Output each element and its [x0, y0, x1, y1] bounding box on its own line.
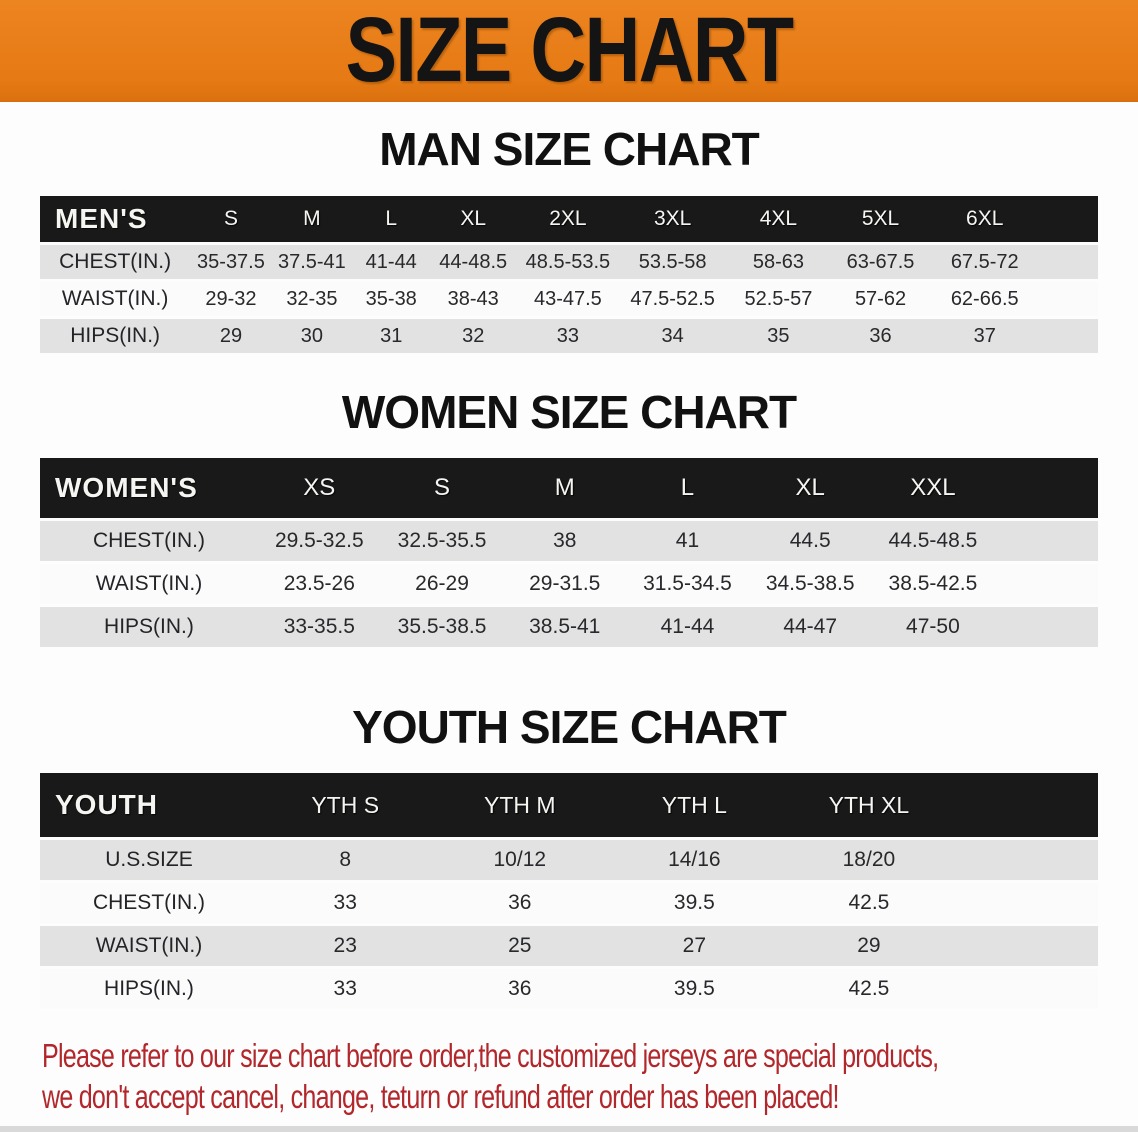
table-row — [40, 521, 1098, 561]
value-cell: 41-44 — [365, 250, 417, 273]
size-column-header: 5XL — [861, 207, 900, 230]
table-row — [40, 969, 1098, 1009]
size-column-header: XS — [303, 474, 336, 501]
value-cell: 34.5-38.5 — [765, 572, 855, 595]
value-cell: 63-67.5 — [846, 250, 915, 273]
value-cell: 32-35 — [286, 287, 338, 310]
value-cell: 38.5-41 — [529, 615, 601, 638]
size-column-header: XL — [795, 474, 825, 501]
row-label: WAIST(IN.) — [61, 287, 169, 310]
value-cell: 38 — [553, 529, 577, 552]
value-cell: 14/16 — [668, 848, 721, 871]
row-label: WAIST(IN.) — [95, 934, 203, 957]
table-row — [40, 245, 1098, 279]
mens-size-table — [40, 193, 1098, 356]
value-cell: 29-31.5 — [529, 572, 601, 595]
value-cell: 47.5-52.5 — [630, 287, 715, 310]
size-column-header: M — [554, 474, 575, 501]
value-cell: 30 — [300, 324, 324, 347]
filler-cell — [956, 926, 1098, 966]
filler-cell — [994, 607, 1098, 647]
value-cell: 35-38 — [365, 287, 417, 310]
disclaimer-line-1: Please refer to our size chart before order,the customized jerseys are special products, — [42, 1037, 939, 1074]
value-cell: 62-66.5 — [950, 287, 1019, 310]
filler-cell — [956, 969, 1098, 1009]
value-cell: 38.5-42.5 — [888, 572, 978, 595]
value-cell: 35.5-38.5 — [397, 615, 487, 638]
size-column-header: XL — [460, 207, 487, 230]
value-cell: 33 — [333, 977, 357, 1000]
row-label: HIPS(IN.) — [70, 324, 161, 347]
value-cell: 42.5 — [848, 977, 890, 1000]
value-cell: 18/20 — [842, 848, 896, 871]
disclaimer-text — [42, 1035, 1098, 1117]
value-cell: 29-32 — [205, 287, 257, 310]
value-cell: 53.5-58 — [638, 250, 707, 273]
filler-cell — [994, 521, 1098, 561]
row-label: WAIST(IN.) — [95, 572, 203, 595]
table-row — [40, 883, 1098, 923]
value-cell: 31 — [380, 324, 403, 347]
size-header-row — [40, 773, 1098, 837]
value-cell: 38-43 — [447, 287, 499, 310]
size-column-header: 3XL — [653, 207, 692, 230]
row-label: CHEST(IN.) — [59, 250, 172, 273]
value-cell: 34 — [661, 324, 684, 347]
value-cell: 58-63 — [752, 250, 804, 273]
size-column-header: YTH XL — [828, 791, 910, 818]
row-label: CHEST(IN.) — [92, 891, 205, 914]
size-column-header: L — [680, 474, 695, 501]
table-row — [40, 607, 1098, 647]
value-cell: 29 — [857, 934, 881, 957]
size-column-header: S — [223, 207, 238, 230]
table-row — [40, 564, 1098, 604]
value-cell: 23.5-26 — [283, 572, 355, 595]
row-label: U.S.SIZE — [105, 848, 193, 871]
value-cell: 31.5-34.5 — [643, 572, 732, 595]
size-header-row — [40, 458, 1098, 518]
filler-cell — [994, 564, 1098, 604]
page-title: SIZE CHART — [345, 0, 793, 101]
value-cell: 43-47.5 — [533, 287, 602, 310]
value-cell: 32.5-35.5 — [397, 529, 487, 552]
value-cell: 36 — [508, 891, 532, 914]
women-section-heading: WOMEN SIZE CHART — [341, 386, 797, 438]
table-title-cell: YOUTH — [55, 789, 158, 820]
youth-size-table — [40, 770, 1098, 1012]
size-column-header: YTH M — [484, 791, 556, 818]
value-cell: 52.5-57 — [744, 287, 813, 310]
size-header-row — [40, 196, 1098, 242]
filler-cell — [1040, 319, 1098, 353]
value-cell: 39.5 — [673, 891, 715, 914]
filler-cell — [1040, 245, 1098, 279]
value-cell: 25 — [508, 934, 532, 957]
value-cell: 27 — [682, 934, 707, 957]
value-cell: 36 — [508, 977, 532, 1000]
value-cell: 33-35.5 — [283, 615, 355, 638]
title-banner — [0, 0, 1138, 102]
value-cell: 35-37.5 — [197, 250, 265, 273]
table-row — [40, 840, 1098, 880]
row-label: HIPS(IN.) — [104, 977, 194, 1000]
value-cell: 39.5 — [673, 977, 715, 1000]
value-cell: 32 — [462, 324, 485, 347]
value-cell: 67.5-72 — [950, 250, 1019, 273]
size-column-header: XXL — [910, 474, 956, 501]
value-cell: 33 — [333, 891, 357, 914]
size-column-header: 6XL — [966, 207, 1004, 230]
value-cell: 36 — [869, 324, 892, 347]
table-row — [40, 926, 1098, 966]
value-cell: 33 — [556, 324, 580, 347]
value-cell: 37 — [973, 324, 996, 347]
disclaimer-line-2: we don't accept cancel, change, teturn or refund after order has been placed! — [42, 1078, 839, 1115]
size-column-header: 2XL — [549, 207, 587, 230]
womens-size-table — [40, 455, 1098, 650]
size-column-header: 4XL — [759, 207, 798, 230]
table-row — [40, 282, 1098, 316]
table-title-cell: WOMEN'S — [55, 472, 198, 503]
filler-cell — [956, 883, 1098, 923]
value-cell: 44-48.5 — [439, 250, 508, 273]
youth-section-heading: YOUTH SIZE CHART — [352, 701, 786, 753]
filler-cell — [1040, 282, 1098, 316]
value-cell: 41-44 — [660, 615, 715, 638]
value-cell: 48.5-53.5 — [525, 250, 611, 273]
value-cell: 42.5 — [848, 891, 890, 914]
row-label: CHEST(IN.) — [92, 529, 205, 552]
filler-cell — [956, 840, 1098, 880]
value-cell: 44.5 — [789, 529, 831, 552]
value-cell: 29 — [219, 324, 243, 347]
man-section-heading: MAN SIZE CHART — [379, 123, 759, 175]
value-cell: 44-47 — [783, 615, 838, 638]
filler-cell — [956, 773, 1098, 837]
size-column-header: YTH L — [661, 791, 727, 818]
value-cell: 47-50 — [906, 615, 960, 638]
size-column-header: M — [303, 207, 321, 230]
value-cell: 29.5-32.5 — [274, 529, 364, 552]
value-cell: 44.5-48.5 — [888, 529, 978, 552]
value-cell: 23 — [333, 934, 357, 957]
value-cell: 41 — [675, 529, 700, 552]
filler-cell — [1040, 196, 1098, 242]
filler-cell — [994, 458, 1098, 518]
size-column-header: L — [385, 207, 398, 230]
table-title-cell: MEN'S — [55, 203, 148, 234]
value-cell: 10/12 — [493, 848, 547, 871]
size-column-header: S — [434, 474, 451, 501]
value-cell: 37.5-41 — [277, 250, 346, 273]
value-cell: 35 — [767, 324, 790, 347]
table-row — [40, 319, 1098, 353]
value-cell: 8 — [339, 848, 352, 871]
photo-edge-strip — [0, 1126, 1138, 1132]
value-cell: 26-29 — [415, 572, 469, 595]
size-column-header: YTH S — [311, 791, 380, 818]
value-cell: 57-62 — [854, 287, 907, 310]
row-label: HIPS(IN.) — [104, 615, 194, 638]
